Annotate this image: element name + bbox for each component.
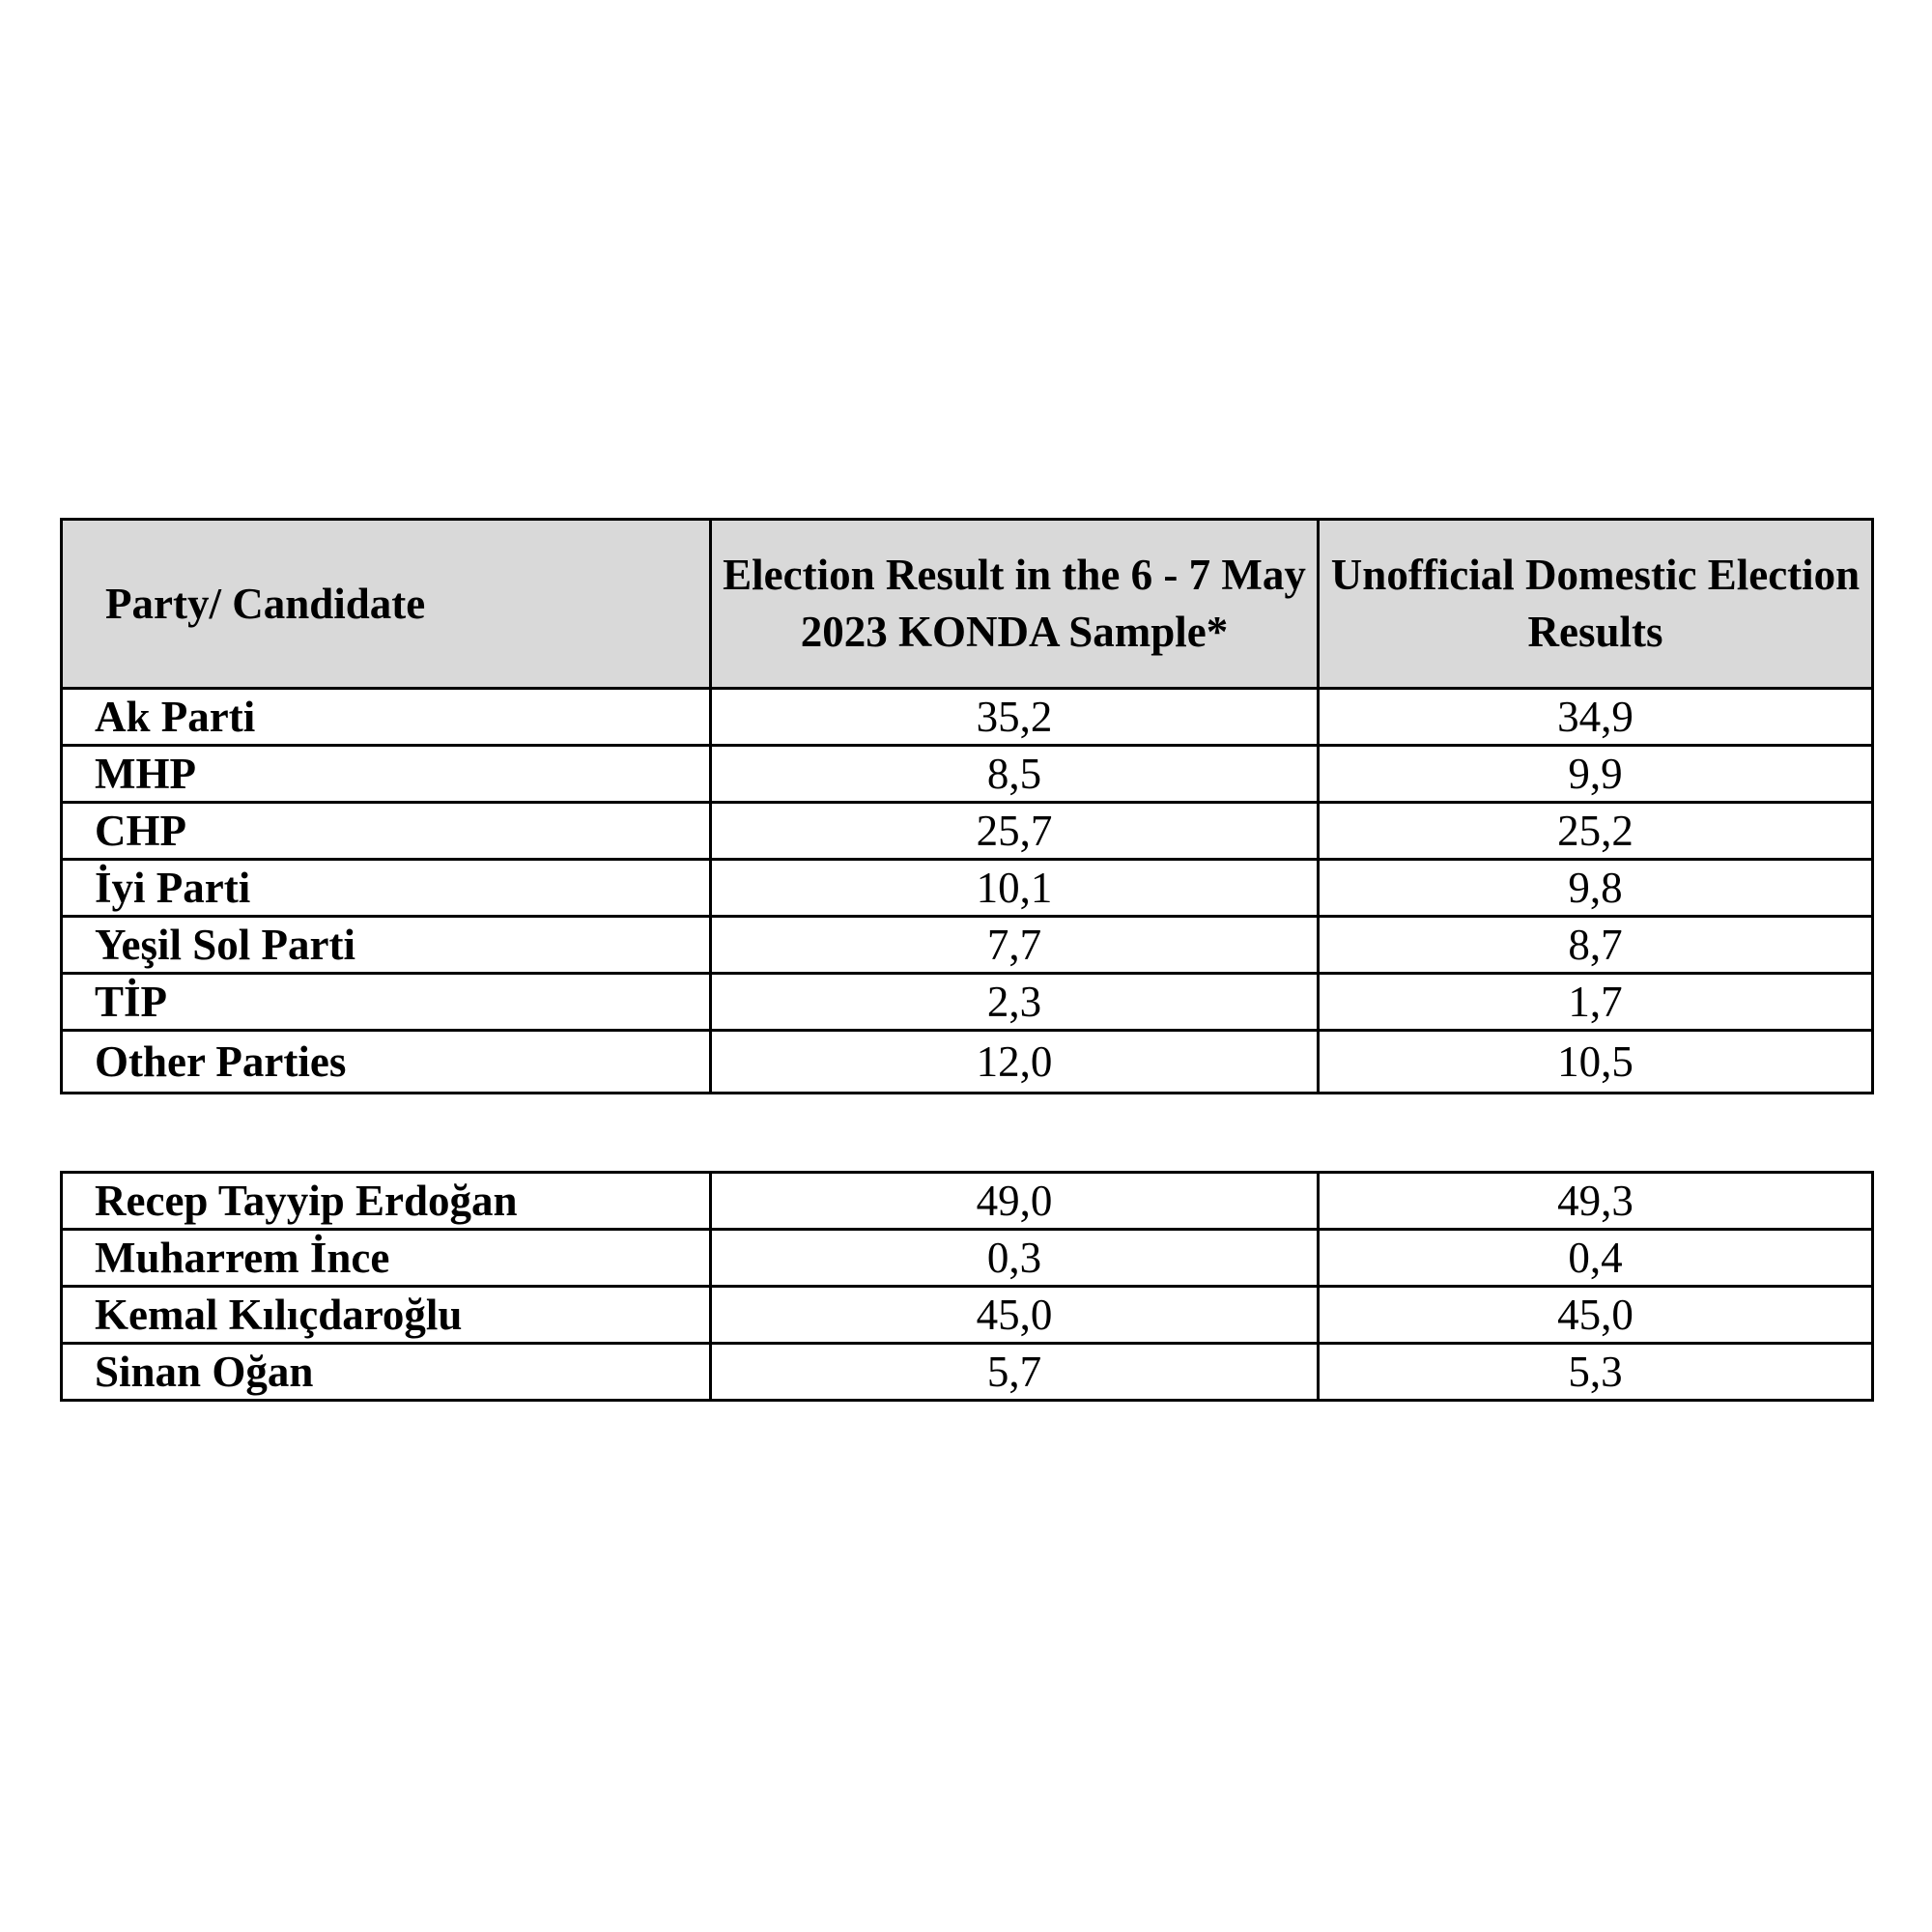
unofficial-value: 9,9: [1319, 746, 1873, 803]
header-row: [62, 520, 1873, 689]
unofficial-value: 5,3: [1319, 1344, 1873, 1401]
row-name: İyi Parti: [62, 860, 711, 917]
header-konda-sample: Election Result in the 6 - 7 May 2023 KONDA Sample*: [711, 520, 1319, 689]
unofficial-value: 25,2: [1319, 803, 1873, 860]
row-name: CHP: [62, 803, 711, 860]
row-name: Ak Parti: [62, 689, 711, 746]
table-row: [62, 746, 1873, 803]
table-row: [62, 1173, 1873, 1230]
konda-value: 5,7: [711, 1344, 1319, 1401]
table-row: [62, 1344, 1873, 1401]
unofficial-value: 45,0: [1319, 1287, 1873, 1344]
header-unofficial-results: Unofficial Domestic Election Results: [1319, 520, 1873, 689]
konda-value: 10,1: [711, 860, 1319, 917]
row-name: MHP: [62, 746, 711, 803]
konda-value: 0,3: [711, 1230, 1319, 1287]
unofficial-value: 34,9: [1319, 689, 1873, 746]
table-row: [62, 1031, 1873, 1094]
table-row: [62, 689, 1873, 746]
table-row: [62, 917, 1873, 974]
unofficial-value: 9,8: [1319, 860, 1873, 917]
table-row: [62, 803, 1873, 860]
candidate-results-table: [60, 1171, 1874, 1402]
table-row: [62, 860, 1873, 917]
table-row: [62, 1230, 1873, 1287]
konda-value: 45,0: [711, 1287, 1319, 1344]
konda-value: 8,5: [711, 746, 1319, 803]
row-name: Muharrem İnce: [62, 1230, 711, 1287]
unofficial-value: 8,7: [1319, 917, 1873, 974]
unofficial-value: 0,4: [1319, 1230, 1873, 1287]
konda-value: 2,3: [711, 974, 1319, 1031]
konda-value: 35,2: [711, 689, 1319, 746]
konda-value: 7,7: [711, 917, 1319, 974]
table-row: [62, 1287, 1873, 1344]
konda-value: 49,0: [711, 1173, 1319, 1230]
row-name: Recep Tayyip Erdoğan: [62, 1173, 711, 1230]
unofficial-value: 10,5: [1319, 1031, 1873, 1094]
unofficial-value: 49,3: [1319, 1173, 1873, 1230]
header-party-candidate: Party/ Candidate: [62, 520, 711, 689]
konda-value: 12,0: [711, 1031, 1319, 1094]
row-name: Yeşil Sol Parti: [62, 917, 711, 974]
row-name: TİP: [62, 974, 711, 1031]
row-name: Sinan Oğan: [62, 1344, 711, 1401]
table-row: [62, 974, 1873, 1031]
row-name: Kemal Kılıçdaroğlu: [62, 1287, 711, 1344]
konda-value: 25,7: [711, 803, 1319, 860]
party-results-table: [60, 518, 1874, 1094]
row-name: Other Parties: [62, 1031, 711, 1094]
unofficial-value: 1,7: [1319, 974, 1873, 1031]
